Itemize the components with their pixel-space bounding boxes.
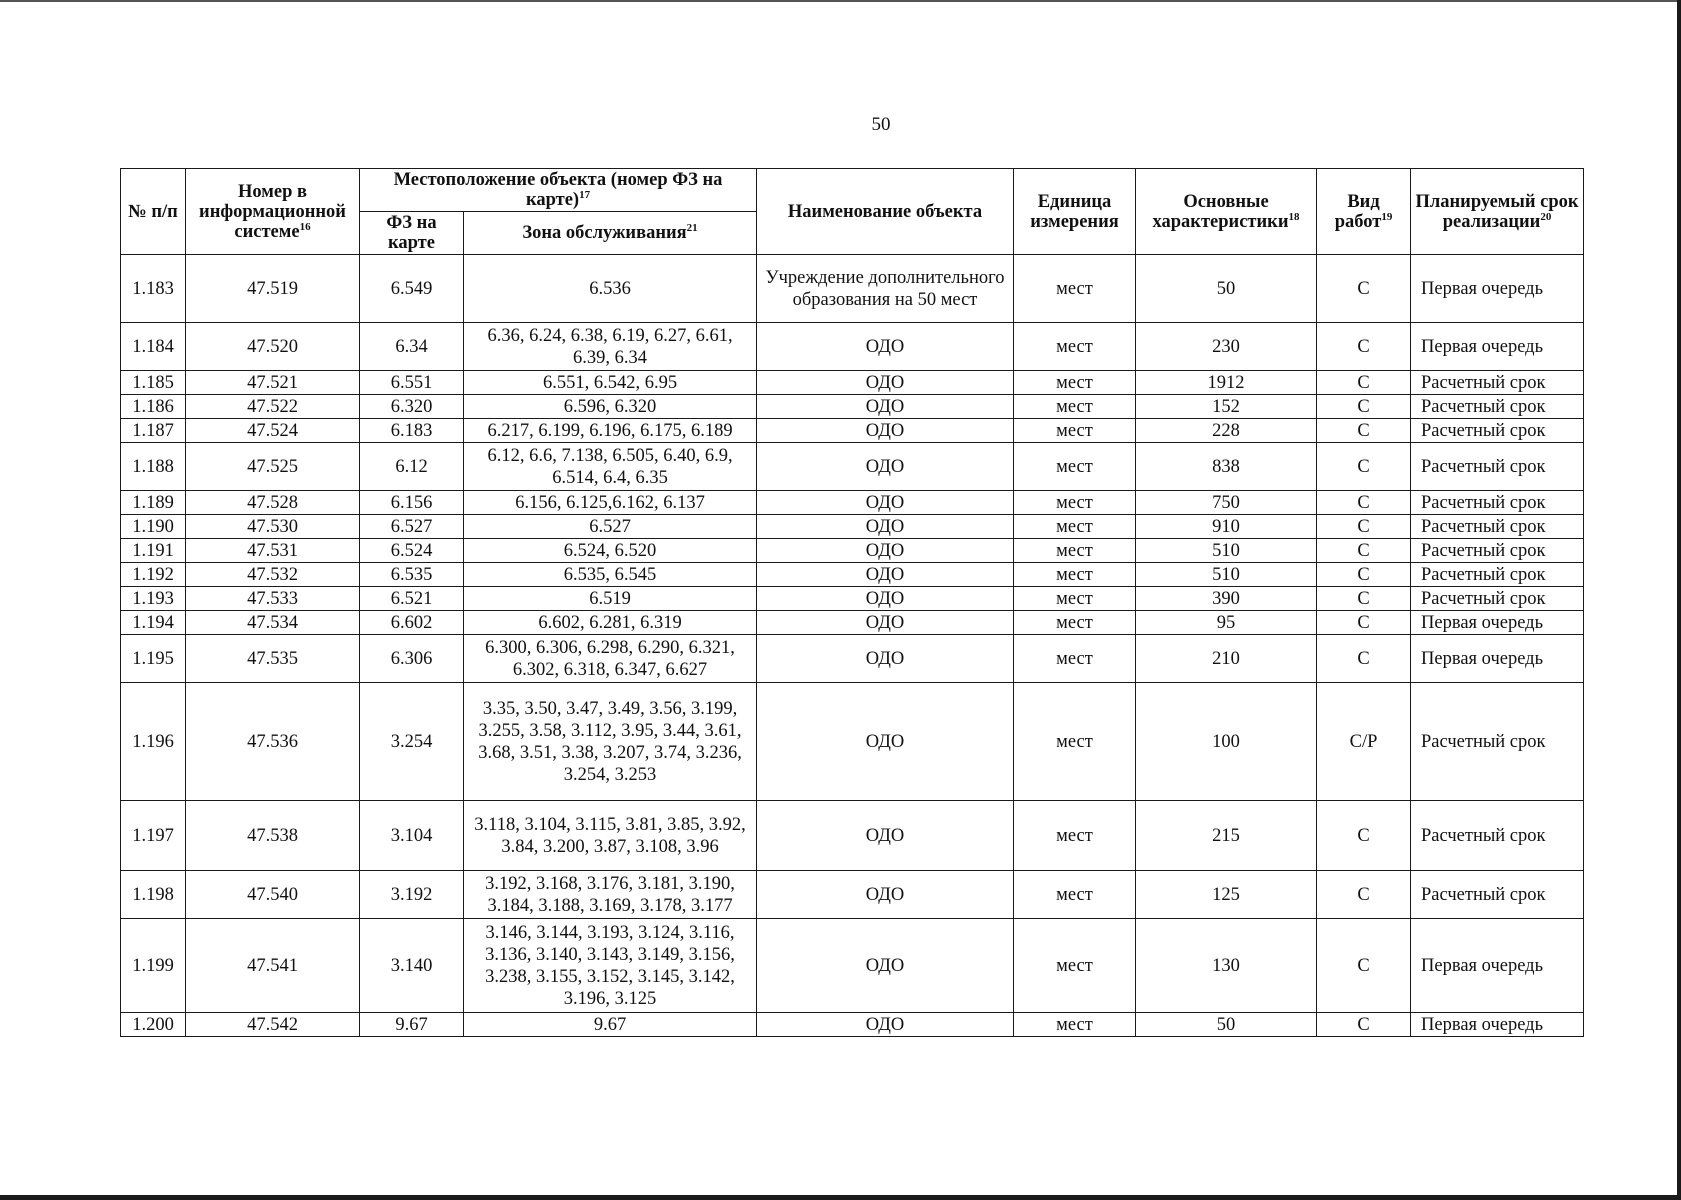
cell-name: ОДО: [757, 323, 1014, 371]
cell-fz: 6.34: [360, 323, 464, 371]
cell-name: Учреждение дополнительного образования на 50 мест: [757, 255, 1014, 323]
cell-num: 1.189: [121, 491, 186, 515]
cell-zone: 3.192, 3.168, 3.176, 3.181, 3.190, 3.184, 3.188, 3.169, 3.178, 3.177: [464, 871, 757, 919]
cell-name: ОДО: [757, 611, 1014, 635]
cell-name: ОДО: [757, 371, 1014, 395]
page-number: 50: [871, 114, 891, 135]
cell-fz: 9.67: [360, 1013, 464, 1037]
table-row: [121, 323, 1584, 371]
cell-term: Первая очередь: [1411, 611, 1584, 635]
cell-unit: мест: [1014, 443, 1136, 491]
cell-unit: мест: [1014, 871, 1136, 919]
cell-zone: 6.12, 6.6, 7.138, 6.505, 6.40, 6.9, 6.514, 6.4, 6.35: [464, 443, 757, 491]
cell-num: 1.193: [121, 587, 186, 611]
cell-term: Расчетный срок: [1411, 443, 1584, 491]
cell-name: ОДО: [757, 395, 1014, 419]
cell-zone: 6.217, 6.199, 6.196, 6.175, 6.189: [464, 419, 757, 443]
cell-info: 47.533: [186, 587, 360, 611]
cell-term: Расчетный срок: [1411, 371, 1584, 395]
cell-fz: 6.306: [360, 635, 464, 683]
table-row: [121, 443, 1584, 491]
header-fz: ФЗ на карте: [360, 212, 464, 255]
scan-edge-top: [0, 0, 1681, 2]
table-row: [121, 539, 1584, 563]
cell-unit: мест: [1014, 1013, 1136, 1037]
cell-work: С: [1317, 871, 1411, 919]
table-row: [121, 871, 1584, 919]
header-object-name: Наименование объекта: [757, 169, 1014, 255]
cell-num: 1.186: [121, 395, 186, 419]
scan-edge-right: [1677, 0, 1681, 1200]
table-row: [121, 371, 1584, 395]
table-row: [121, 563, 1584, 587]
cell-term: Расчетный срок: [1411, 801, 1584, 871]
cell-fz: 6.12: [360, 443, 464, 491]
table-row: [121, 801, 1584, 871]
cell-char: 390: [1136, 587, 1317, 611]
cell-term: Первая очередь: [1411, 323, 1584, 371]
table-row: [121, 611, 1584, 635]
cell-zone: 3.35, 3.50, 3.47, 3.49, 3.56, 3.199, 3.255, 3.58, 3.112, 3.95, 3.44, 3.61, 3.68, 3.51, 3.38, 3.207, 3.74, 3.236, 3.254, 3.253: [464, 683, 757, 801]
cell-char: 910: [1136, 515, 1317, 539]
cell-term: Расчетный срок: [1411, 539, 1584, 563]
cell-work: С: [1317, 539, 1411, 563]
cell-zone: 6.36, 6.24, 6.38, 6.19, 6.27, 6.61, 6.39, 6.34: [464, 323, 757, 371]
cell-num: 1.192: [121, 563, 186, 587]
cell-info: 47.521: [186, 371, 360, 395]
cell-info: 47.540: [186, 871, 360, 919]
header-work-type: Вид работ$^{19}$: [1317, 169, 1411, 255]
cell-work: С: [1317, 587, 1411, 611]
cell-name: ОДО: [757, 801, 1014, 871]
cell-unit: мест: [1014, 635, 1136, 683]
table-row: [121, 515, 1584, 539]
cell-fz: 3.140: [360, 919, 464, 1013]
cell-info: 47.531: [186, 539, 360, 563]
cell-term: Расчетный срок: [1411, 587, 1584, 611]
cell-char: 215: [1136, 801, 1317, 871]
table-row: [121, 419, 1584, 443]
cell-zone: 6.535, 6.545: [464, 563, 757, 587]
cell-fz: 3.254: [360, 683, 464, 801]
cell-fz: 6.602: [360, 611, 464, 635]
cell-unit: мест: [1014, 323, 1136, 371]
cell-num: 1.187: [121, 419, 186, 443]
cell-name: ОДО: [757, 563, 1014, 587]
cell-info: 47.525: [186, 443, 360, 491]
cell-info: 47.535: [186, 635, 360, 683]
cell-info: 47.541: [186, 919, 360, 1013]
cell-term: Первая очередь: [1411, 1013, 1584, 1037]
cell-char: 510: [1136, 539, 1317, 563]
cell-work: С: [1317, 443, 1411, 491]
cell-zone: 6.300, 6.306, 6.298, 6.290, 6.321, 6.302, 6.318, 6.347, 6.627: [464, 635, 757, 683]
cell-work: С: [1317, 395, 1411, 419]
header-characteristics: Основные характеристики$^{18}$: [1136, 169, 1317, 255]
cell-info: 47.519: [186, 255, 360, 323]
cell-char: 230: [1136, 323, 1317, 371]
cell-zone: 6.524, 6.520: [464, 539, 757, 563]
cell-name: ОДО: [757, 443, 1014, 491]
cell-term: Расчетный срок: [1411, 563, 1584, 587]
cell-char: 1912: [1136, 371, 1317, 395]
cell-work: С/Р: [1317, 683, 1411, 801]
cell-zone: 3.146, 3.144, 3.193, 3.124, 3.116, 3.136, 3.140, 3.143, 3.149, 3.156, 3.238, 3.155, 3.152, 3.145, 3.142, 3.196, 3.125: [464, 919, 757, 1013]
table-row: [121, 255, 1584, 323]
header-info-number: Номер в информационной системе$^{16}$: [186, 169, 360, 255]
cell-name: ОДО: [757, 539, 1014, 563]
cell-unit: мест: [1014, 563, 1136, 587]
cell-zone: 6.156, 6.125,6.162, 6.137: [464, 491, 757, 515]
cell-info: 47.542: [186, 1013, 360, 1037]
table-row: [121, 491, 1584, 515]
cell-char: 50: [1136, 1013, 1317, 1037]
cell-fz: 3.192: [360, 871, 464, 919]
cell-info: 47.528: [186, 491, 360, 515]
cell-info: 47.522: [186, 395, 360, 419]
cell-fz: 6.156: [360, 491, 464, 515]
cell-unit: мест: [1014, 683, 1136, 801]
table-row: [121, 587, 1584, 611]
cell-info: 47.532: [186, 563, 360, 587]
cell-num: 1.198: [121, 871, 186, 919]
cell-num: 1.194: [121, 611, 186, 635]
cell-char: 125: [1136, 871, 1317, 919]
cell-name: ОДО: [757, 683, 1014, 801]
cell-fz: 6.535: [360, 563, 464, 587]
header-term: Планируемый срок реализации$^{20}$: [1411, 169, 1584, 255]
cell-work: С: [1317, 323, 1411, 371]
cell-char: 750: [1136, 491, 1317, 515]
objects-table: [120, 168, 1584, 1037]
cell-unit: мест: [1014, 801, 1136, 871]
cell-info: 47.530: [186, 515, 360, 539]
cell-fz: 6.551: [360, 371, 464, 395]
cell-char: 152: [1136, 395, 1317, 419]
header-num: № п/п: [121, 169, 186, 255]
cell-num: 1.195: [121, 635, 186, 683]
cell-info: 47.538: [186, 801, 360, 871]
cell-name: ОДО: [757, 491, 1014, 515]
cell-num: 1.190: [121, 515, 186, 539]
cell-char: 510: [1136, 563, 1317, 587]
cell-term: Первая очередь: [1411, 919, 1584, 1013]
cell-unit: мест: [1014, 539, 1136, 563]
cell-work: С: [1317, 515, 1411, 539]
cell-work: С: [1317, 611, 1411, 635]
cell-work: С: [1317, 255, 1411, 323]
cell-term: Первая очередь: [1411, 255, 1584, 323]
table-row: [121, 1013, 1584, 1037]
cell-unit: мест: [1014, 611, 1136, 635]
cell-zone: 6.519: [464, 587, 757, 611]
cell-term: Расчетный срок: [1411, 395, 1584, 419]
table-row: [121, 919, 1584, 1013]
cell-unit: мест: [1014, 255, 1136, 323]
cell-fz: 3.104: [360, 801, 464, 871]
cell-char: 95: [1136, 611, 1317, 635]
cell-work: С: [1317, 1013, 1411, 1037]
cell-unit: мест: [1014, 587, 1136, 611]
cell-work: С: [1317, 635, 1411, 683]
cell-zone: 3.118, 3.104, 3.115, 3.81, 3.85, 3.92, 3.84, 3.200, 3.87, 3.108, 3.96: [464, 801, 757, 871]
cell-name: ОДО: [757, 419, 1014, 443]
cell-char: 210: [1136, 635, 1317, 683]
cell-name: ОДО: [757, 635, 1014, 683]
cell-unit: мест: [1014, 515, 1136, 539]
cell-work: С: [1317, 491, 1411, 515]
cell-char: 838: [1136, 443, 1317, 491]
cell-zone: 6.551, 6.542, 6.95: [464, 371, 757, 395]
cell-zone: 6.602, 6.281, 6.319: [464, 611, 757, 635]
cell-name: ОДО: [757, 1013, 1014, 1037]
cell-num: 1.197: [121, 801, 186, 871]
header-location-group: Местоположение объекта (номер ФЗ на карте)$^{17}$: [360, 169, 757, 212]
cell-char: 50: [1136, 255, 1317, 323]
cell-zone: 6.536: [464, 255, 757, 323]
cell-fz: 6.320: [360, 395, 464, 419]
cell-info: 47.520: [186, 323, 360, 371]
table-body: [121, 255, 1584, 1037]
cell-fz: 6.549: [360, 255, 464, 323]
cell-name: ОДО: [757, 587, 1014, 611]
cell-fz: 6.524: [360, 539, 464, 563]
cell-unit: мест: [1014, 395, 1136, 419]
cell-term: Расчетный срок: [1411, 419, 1584, 443]
cell-zone: 9.67: [464, 1013, 757, 1037]
cell-term: Расчетный срок: [1411, 683, 1584, 801]
table-row: [121, 683, 1584, 801]
header-zone: Зона обслуживания$^{21}$: [464, 212, 757, 255]
header-unit: Единица измерения: [1014, 169, 1136, 255]
cell-num: 1.184: [121, 323, 186, 371]
cell-term: Первая очередь: [1411, 635, 1584, 683]
cell-num: 1.188: [121, 443, 186, 491]
cell-fz: 6.527: [360, 515, 464, 539]
cell-work: С: [1317, 801, 1411, 871]
cell-unit: мест: [1014, 371, 1136, 395]
cell-term: Расчетный срок: [1411, 515, 1584, 539]
table-row: [121, 395, 1584, 419]
cell-char: 130: [1136, 919, 1317, 1013]
table-row: [121, 635, 1584, 683]
cell-term: Расчетный срок: [1411, 491, 1584, 515]
cell-zone: 6.596, 6.320: [464, 395, 757, 419]
cell-fz: 6.183: [360, 419, 464, 443]
cell-num: 1.199: [121, 919, 186, 1013]
cell-char: 228: [1136, 419, 1317, 443]
cell-work: С: [1317, 419, 1411, 443]
scan-edge-bottom: [0, 1195, 1681, 1200]
cell-zone: 6.527: [464, 515, 757, 539]
header-row-top: [121, 169, 1584, 212]
cell-name: ОДО: [757, 871, 1014, 919]
cell-name: ОДО: [757, 919, 1014, 1013]
cell-name: ОДО: [757, 515, 1014, 539]
cell-work: С: [1317, 919, 1411, 1013]
cell-term: Расчетный срок: [1411, 871, 1584, 919]
cell-char: 100: [1136, 683, 1317, 801]
cell-work: С: [1317, 563, 1411, 587]
cell-info: 47.536: [186, 683, 360, 801]
cell-fz: 6.521: [360, 587, 464, 611]
cell-num: 1.200: [121, 1013, 186, 1037]
cell-num: 1.185: [121, 371, 186, 395]
cell-work: С: [1317, 371, 1411, 395]
cell-info: 47.534: [186, 611, 360, 635]
cell-unit: мест: [1014, 419, 1136, 443]
cell-num: 1.191: [121, 539, 186, 563]
cell-info: 47.524: [186, 419, 360, 443]
cell-unit: мест: [1014, 919, 1136, 1013]
cell-num: 1.183: [121, 255, 186, 323]
cell-unit: мест: [1014, 491, 1136, 515]
cell-num: 1.196: [121, 683, 186, 801]
